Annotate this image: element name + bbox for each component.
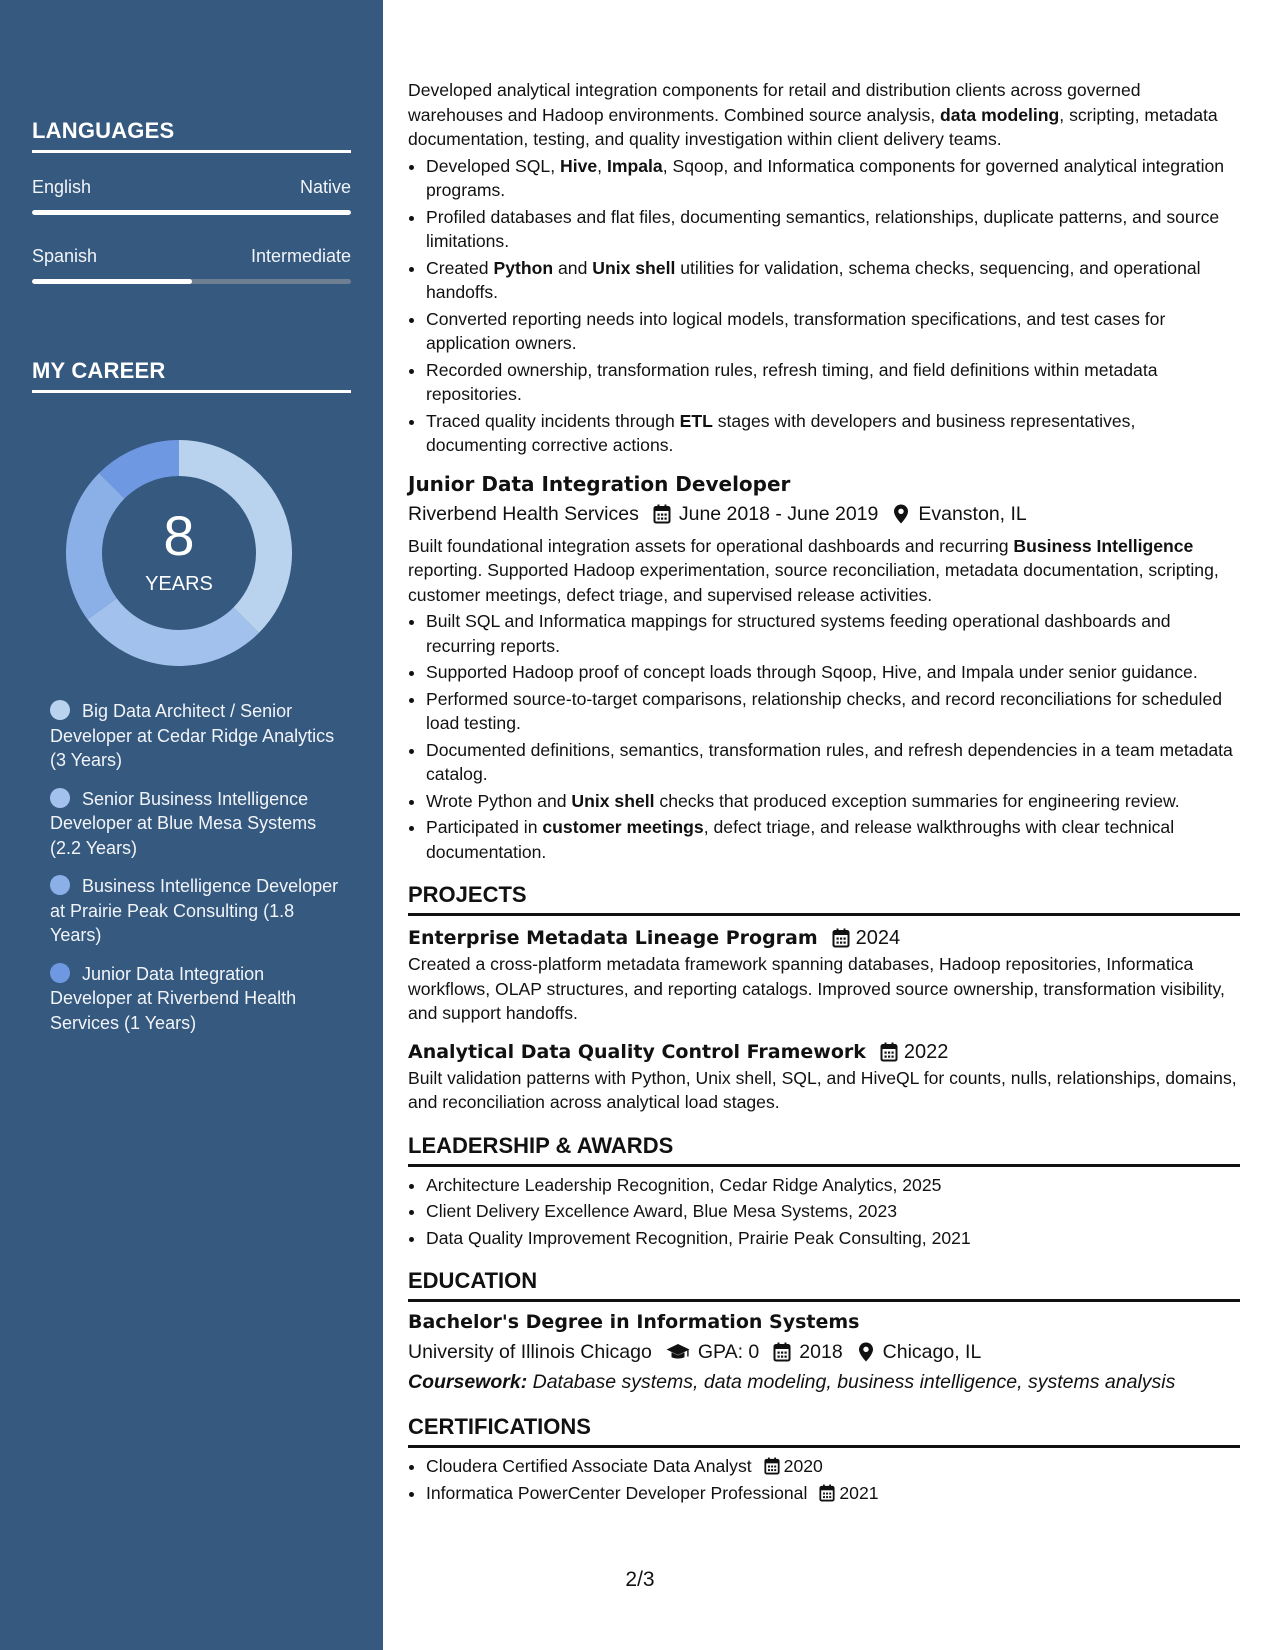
job-bullet: • Recorded ownership, transformation rules, refresh timing, and field definitions within metadata repositories. bbox=[426, 358, 1240, 407]
job-bullet: • Traced quality incidents through ETL stages with developers and business representatives, documenting corrective actions. bbox=[426, 409, 1240, 458]
certification-item bbox=[426, 1481, 1240, 1506]
legend-label: Senior Business Intelligence Developer at Blue Mesa Systems (2.2 Years) bbox=[50, 788, 317, 858]
donut-segment-2 bbox=[88, 598, 259, 666]
leadership-list bbox=[408, 1173, 1240, 1251]
job-location: Evanston, IL bbox=[918, 502, 1027, 525]
career-legend-item bbox=[50, 787, 340, 861]
calendar-icon bbox=[819, 1484, 835, 1502]
legend-dot bbox=[50, 875, 70, 895]
legend-label: Junior Data Integration Developer at Riverbend Health Services (1 Years) bbox=[50, 963, 297, 1033]
job-meta bbox=[408, 500, 1240, 528]
page-number: 2/3 bbox=[625, 1568, 655, 1591]
job-dates: June 2018 - June 2019 bbox=[678, 502, 879, 525]
award-item: • Architecture Leadership Recognition, Cedar Ridge Analytics, 2025 bbox=[426, 1173, 1240, 1198]
calendar-icon bbox=[764, 1457, 780, 1475]
award-item: • Client Delivery Excellence Award, Blue Mesa Systems, 2023 bbox=[426, 1199, 1240, 1224]
education-meta bbox=[408, 1338, 1240, 1366]
school-name: University of Illinois Chicago bbox=[408, 1341, 652, 1363]
school-location: Chicago, IL bbox=[882, 1341, 982, 1363]
career-total-unit: YEARS bbox=[145, 573, 213, 595]
job-bullet: • Documented definitions, semantics, transformation rules, and refresh dependencies in a team metadata catalog. bbox=[426, 738, 1240, 787]
coursework-label: Coursework: bbox=[408, 1371, 528, 1393]
company-name: Riverbend Health Services bbox=[408, 502, 639, 525]
language-level: Intermediate bbox=[250, 246, 351, 266]
language-name: English bbox=[32, 177, 92, 197]
calendar-icon bbox=[832, 928, 850, 948]
job-bullet: • Supported Hadoop proof of concept loads through Sqoop, Hive, and Impala under senior guidance. bbox=[426, 660, 1240, 685]
languages-heading: LANGUAGES bbox=[32, 118, 351, 153]
career-heading: MY CAREER bbox=[32, 358, 351, 393]
project-description: Built validation patterns with Python, Unix shell, SQL, and HiveQL for counts, nulls, relationships, domains, and reconciliation across analytical load stages. bbox=[408, 1067, 1237, 1112]
job-bullet: • Created Python and Unix shell utilities for validation, schema checks, sequencing, and operational handoffs. bbox=[426, 256, 1240, 305]
language-name: Spanish bbox=[32, 246, 98, 266]
degree-title: Bachelor's Degree in Information Systems bbox=[408, 1311, 860, 1333]
language-english bbox=[32, 177, 351, 198]
project-title-row bbox=[408, 1038, 1240, 1066]
language-spanish-fill bbox=[32, 279, 192, 284]
gpa: GPA: 0 bbox=[697, 1341, 760, 1363]
award-item: • Data Quality Improvement Recognition, Prairie Peak Consulting, 2021 bbox=[426, 1226, 1240, 1251]
career-legend-item bbox=[50, 874, 340, 948]
certification-year: 2020 bbox=[783, 1456, 823, 1476]
location-pin-icon bbox=[892, 504, 910, 524]
career-legend bbox=[50, 699, 340, 1049]
language-english-fill bbox=[32, 210, 351, 215]
legend-label: Big Data Architect / Senior Developer at Cedar Ridge Analytics (3 Years) bbox=[50, 701, 335, 770]
certifications-heading: CERTIFICATIONS bbox=[408, 1412, 1240, 1448]
job-bullet: • Converted reporting needs into logical models, transformation specifications, and test cases for application owners. bbox=[426, 307, 1240, 356]
main-content bbox=[408, 78, 1240, 1507]
certification-item bbox=[426, 1454, 1240, 1479]
graduation-year: 2018 bbox=[799, 1341, 843, 1363]
job-bullet: • Performed source-to-target comparisons, relationship checks, and record reconciliations for scheduled load testing. bbox=[426, 687, 1240, 736]
legend-dot bbox=[50, 788, 70, 808]
legend-label: Business Intelligence Developer at Prairie Peak Consulting (1.8 Years) bbox=[50, 876, 339, 945]
legend-dot bbox=[50, 963, 70, 983]
location-pin-icon bbox=[857, 1342, 875, 1362]
graduation-cap-icon bbox=[666, 1342, 690, 1362]
career-total-years: 8 bbox=[163, 504, 195, 567]
certifications-list bbox=[408, 1454, 1240, 1505]
job-bullets bbox=[408, 609, 1240, 864]
job-summary: Built foundational integration assets for operational dashboards and recurring Business Intelligence reporting. Supported Hadoop experimentation, source reconciliation, metadata documentation, scripting, customer meetings, defect triage, and supervised release activities. bbox=[408, 535, 1219, 605]
certification-year: 2021 bbox=[839, 1482, 879, 1503]
language-spanish-bar bbox=[32, 279, 351, 284]
job-bullet: • Wrote Python and Unix shell checks that produced exception summaries for engineering review. bbox=[426, 789, 1240, 814]
language-spanish bbox=[32, 246, 351, 267]
project-title: Enterprise Metadata Lineage Program bbox=[408, 927, 818, 949]
career-legend-item bbox=[50, 962, 340, 1036]
job-bullets bbox=[408, 154, 1240, 458]
coursework bbox=[408, 1368, 1240, 1396]
calendar-icon bbox=[773, 1342, 791, 1362]
career-legend-item bbox=[50, 699, 340, 773]
language-english-bar bbox=[32, 210, 351, 215]
sidebar bbox=[0, 0, 383, 1650]
coursework-text: Database systems, data modeling, business intelligence, systems analysis bbox=[532, 1371, 1176, 1393]
job-bullet: • Profiled databases and flat files, documenting semantics, relationships, duplicate patterns, and source limitations. bbox=[426, 205, 1240, 254]
project-year: 2022 bbox=[903, 1040, 949, 1063]
projects-heading: PROJECTS bbox=[408, 880, 1240, 916]
certification-name: • Informatica PowerCenter Developer Professional bbox=[426, 1482, 808, 1503]
job-bullet: • Built SQL and Informatica mappings for structured systems feeding operational dashboards and recurring reports. bbox=[426, 609, 1240, 658]
job-bullet: • Participated in customer meetings, defect triage, and release walkthroughs with clear technical documentation. bbox=[426, 815, 1240, 864]
language-level: Native bbox=[299, 177, 351, 197]
leadership-heading: LEADERSHIP & AWARDS bbox=[408, 1131, 1240, 1167]
education-heading: EDUCATION bbox=[408, 1266, 1240, 1302]
calendar-icon bbox=[653, 504, 671, 524]
project-year: 2024 bbox=[855, 927, 901, 949]
job-title: Junior Data Integration Developer bbox=[408, 471, 791, 496]
legend-dot bbox=[50, 700, 70, 720]
project-title: Analytical Data Quality Control Framework bbox=[408, 1040, 866, 1063]
calendar-icon bbox=[880, 1042, 898, 1062]
job-bullet: • Developed SQL, Hive, Impala, Sqoop, and Informatica components for governed analytical integration programs. bbox=[426, 154, 1240, 203]
job-summary: Developed analytical integration components for retail and distribution clients across governed warehouses and Hadoop environments. Combined source analysis, data modeling, scripting, metadata documentation, testing, and quality investigation within client delivery teams. bbox=[408, 80, 1218, 149]
certification-name: • Cloudera Certified Associate Data Analyst bbox=[426, 1456, 752, 1476]
project-title-row bbox=[408, 924, 1240, 952]
project-description: Created a cross-platform metadata framework spanning databases, Hadoop repositories, Informatica workflows, OLAP structures, and reporting catalogs. Improved source ownership, transformation visibility, and support handoffs. bbox=[408, 954, 1225, 1023]
